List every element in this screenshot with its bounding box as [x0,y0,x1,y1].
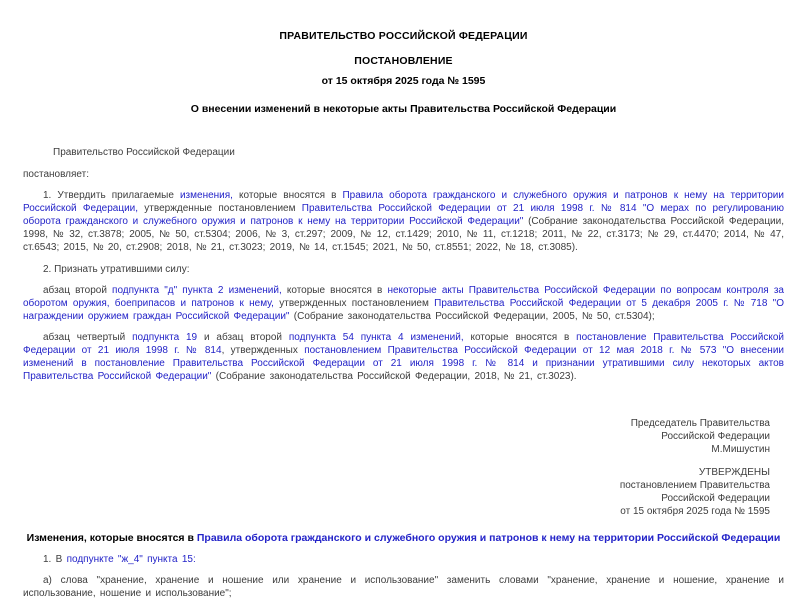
text-run: (Собрание законодательства Российской Федерации, 2005, № 50, ст.5304); [289,311,655,322]
text-run: Изменения, которые вносятся в [26,532,197,544]
text-run: а) слова "хранение, хранение и ношение или хранение и использование" заменить словами "хранение, хранение и ношение, хранение и использование, ношение и использование"; [23,575,784,599]
text-run: которые вносятся в [463,332,577,343]
decree-paragraph-1 [23,189,784,254]
text-run: , утвержденных [221,345,305,356]
doc-link[interactable]: подпункте "ж_4" пункта 15: [66,554,196,565]
doc-date-number: от 15 октября 2025 года № 1595 [321,75,486,87]
approved-line: от 15 октября 2025 года № 1595 [620,506,770,517]
doc-link[interactable]: подпункта "д" пункта 2 изменений, [112,285,282,296]
doc-link[interactable]: Правила оборота гражданского и служебного оружия и патронов к нему на территории Российской Федерации [196,532,781,544]
doc-link[interactable]: подпункта 54 пункта 4 изменений, [288,332,464,343]
text-run: которые вносятся в [281,285,388,296]
signature-block [23,417,784,456]
intro-line: Правительство Российской Федерации [53,147,235,158]
doc-link[interactable]: изменения, [179,190,233,201]
annex-paragraph-2 [23,574,784,600]
annex-paragraph-1 [23,553,784,566]
doc-link[interactable]: постановление Правительства Российской Федерации от 21 июля 1998 г. № 814 [23,332,784,356]
text-run: которые вносятся в [232,190,343,201]
doc-link[interactable]: Правительства Российской Федерации от 21 июля 1998 г. № 814 "О мерах по регулированию оборота гражданского и служебного оружия и патронов к нему на территории Российской Федерации" [23,203,784,227]
decree-paragraph-4 [23,331,784,383]
government-header: ПРАВИТЕЛЬСТВО РОССИЙСКОЙ ФЕДЕРАЦИИ [279,30,528,42]
text-run: (Собрание законодательства Российской Федерации, 1998, № 32, ст.3878; 2005, № 50, ст.5304; 2006, № 3, ст.297; 2009, № 12, ст.1429; 2010, № 11, ст.1218; 2011, № 22, ст.3173; № 29, ст.4470; 2014, № 47, ст.6543; 2015, № 20, ст.2908; 2018, № 21, ст.3023; 2019, № 14, ст.1545; 2021, № 50, ст.8551; 2022, № 18, ст.3085). [23,216,784,253]
doc-link[interactable]: некоторые акты Правительства Российской Федерации по вопросам контроля за оборотом оружия, боеприпасов и патронов к нему, [23,285,784,309]
text-run: и абзац второй [197,332,289,343]
signature-line: Российской Федерации [661,431,770,442]
text-run: абзац второй [43,285,113,296]
doc-link[interactable]: Правила оборота гражданского и служебного оружия и патронов к нему на территории Российской Федерации, [23,190,784,214]
decree-paragraph-3 [23,284,784,323]
text-run: утвержденные постановлением [138,203,302,214]
signature-line: М.Мишустин [711,444,770,455]
text-run: абзац четвертый [43,332,133,343]
approved-line: УТВЕРЖДЕНЫ [698,467,770,478]
doc-title: О внесении изменений в некоторые акты Правительства Российской Федерации [190,103,617,115]
approved-block [23,466,784,518]
approved-line: Российской Федерации [661,493,770,504]
text-run: 1. Утвердить прилагаемые [43,190,180,201]
text-run: утвержденных постановлением [273,298,435,309]
doc-type-header: ПОСТАНОВЛЕНИЕ [354,55,453,67]
doc-link[interactable]: постановлением Правительства Российской Федерации от 12 мая 2018 г. № 573 "О внесении изменений в постановление Правительства Российской Федерации от 21 июля 1998 г. № 814 и признании утратившими силу некоторых актов Правительства Российской Федерации" [23,345,784,382]
resolves-line: постановляет: [23,169,90,180]
text-run: 1. В [43,554,67,565]
signature-line: Председатель Правительства [630,418,770,429]
doc-link[interactable]: Правительства Российской Федерации от 5 декабря 2005 г. № 718 "О награждении оружием граждан Российской Федерации" [23,298,784,322]
annex-title [23,532,784,545]
text-run: (Собрание законодательства Российской Федерации, 2018, № 21, ст.3023). [211,371,577,382]
approved-line: постановлением Правительства [619,480,770,491]
decree-paragraph-2: 2. Признать утратившими силу: [43,264,190,275]
doc-link[interactable]: подпункта 19 [132,332,198,343]
